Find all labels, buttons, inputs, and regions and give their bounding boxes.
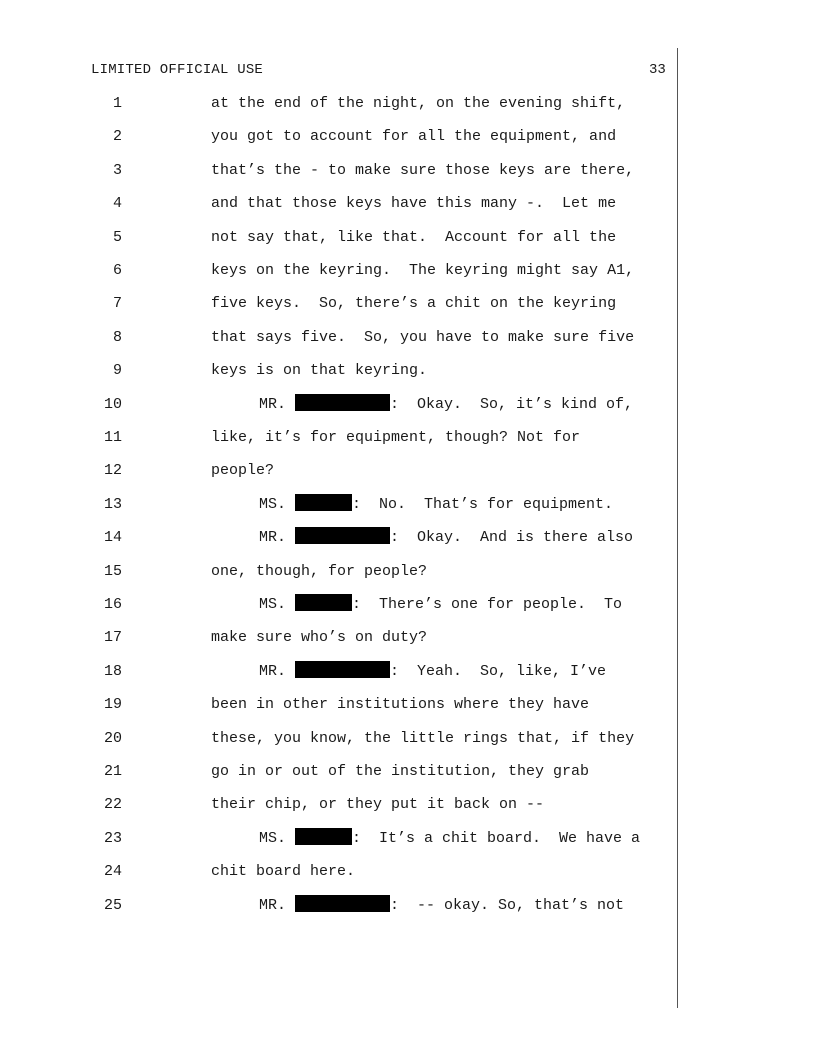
speaker-label: MR.	[259, 897, 296, 914]
line-number: 18	[103, 663, 122, 680]
line-number: 14	[103, 529, 122, 546]
line-number: 20	[103, 730, 122, 747]
line-number: 12	[103, 462, 122, 479]
line-text: not say that, like that. Account for all the	[211, 229, 617, 246]
line-text: these, you know, the little rings that, if they	[211, 730, 635, 747]
utterance-text: : Okay. And is there also	[390, 529, 634, 546]
line-number: 7	[112, 295, 122, 312]
line-text	[259, 494, 613, 516]
line-number: 25	[103, 897, 122, 914]
redaction-box	[295, 594, 352, 611]
redaction-box	[295, 661, 390, 678]
line-number: 23	[103, 830, 122, 847]
utterance-text: : There’s one for people. To	[352, 596, 623, 613]
line-text	[259, 661, 606, 683]
line-number: 3	[112, 162, 122, 179]
line-text	[259, 594, 622, 616]
line-text: chit board here.	[211, 863, 356, 880]
redaction-box	[295, 527, 390, 544]
line-text	[259, 895, 624, 917]
line-text: like, it’s for equipment, though? Not for	[211, 429, 581, 446]
line-number: 11	[103, 429, 122, 446]
line-number: 6	[112, 262, 122, 279]
line-number: 16	[103, 596, 122, 613]
redaction-box	[295, 394, 390, 411]
line-text: keys is on that keyring.	[211, 362, 428, 379]
line-text: go in or out of the institution, they grab	[211, 763, 590, 780]
line-number: 9	[112, 362, 122, 379]
line-text: and that those keys have this many -. Let me	[211, 195, 617, 212]
redaction-box	[295, 828, 352, 845]
utterance-text: : It’s a chit board. We have a	[352, 830, 641, 847]
line-text: make sure who’s on duty?	[211, 629, 428, 646]
speaker-label: MR.	[259, 663, 296, 680]
speaker-label: MS.	[259, 830, 296, 847]
line-text: five keys. So, there’s a chit on the keyring	[211, 295, 617, 312]
line-text	[259, 527, 633, 549]
line-number: 4	[112, 195, 122, 212]
speaker-label: MR.	[259, 396, 296, 413]
page-header-label: LIMITED OFFICIAL USE	[91, 62, 264, 78]
line-number: 22	[103, 796, 122, 813]
utterance-text: : No. That’s for equipment.	[352, 496, 614, 513]
line-number: 8	[112, 329, 122, 346]
page-number: 33	[649, 62, 666, 78]
line-text	[259, 394, 633, 416]
speaker-label: MS.	[259, 596, 296, 613]
line-number: 17	[103, 629, 122, 646]
line-text: that says five. So, you have to make sure five	[211, 329, 635, 346]
line-number: 21	[103, 763, 122, 780]
line-text	[259, 828, 640, 850]
line-text: at the end of the night, on the evening shift,	[211, 95, 626, 112]
line-number: 15	[103, 563, 122, 580]
line-text: that’s the - to make sure those keys are there,	[211, 162, 635, 179]
speaker-label: MS.	[259, 496, 296, 513]
line-number: 1	[112, 95, 122, 112]
line-text: keys on the keyring. The keyring might say A1,	[211, 262, 635, 279]
redaction-box	[295, 494, 352, 511]
line-number: 24	[103, 863, 122, 880]
line-text: you got to account for all the equipment, and	[211, 128, 617, 145]
line-number: 10	[103, 396, 122, 413]
line-number: 5	[112, 229, 122, 246]
redaction-box	[295, 895, 390, 912]
line-text: people?	[211, 462, 275, 479]
line-text: been in other institutions where they have	[211, 696, 590, 713]
speaker-label: MR.	[259, 529, 296, 546]
line-number: 13	[103, 496, 122, 513]
right-margin-rule	[677, 48, 678, 1008]
line-text: their chip, or they put it back on --	[211, 796, 545, 813]
utterance-text: : -- okay. So, that’s not	[390, 897, 625, 914]
line-number: 2	[112, 128, 122, 145]
utterance-text: : Okay. So, it’s kind of,	[390, 396, 634, 413]
line-number: 19	[103, 696, 122, 713]
utterance-text: : Yeah. So, like, I’ve	[390, 663, 607, 680]
line-text: one, though, for people?	[211, 563, 428, 580]
